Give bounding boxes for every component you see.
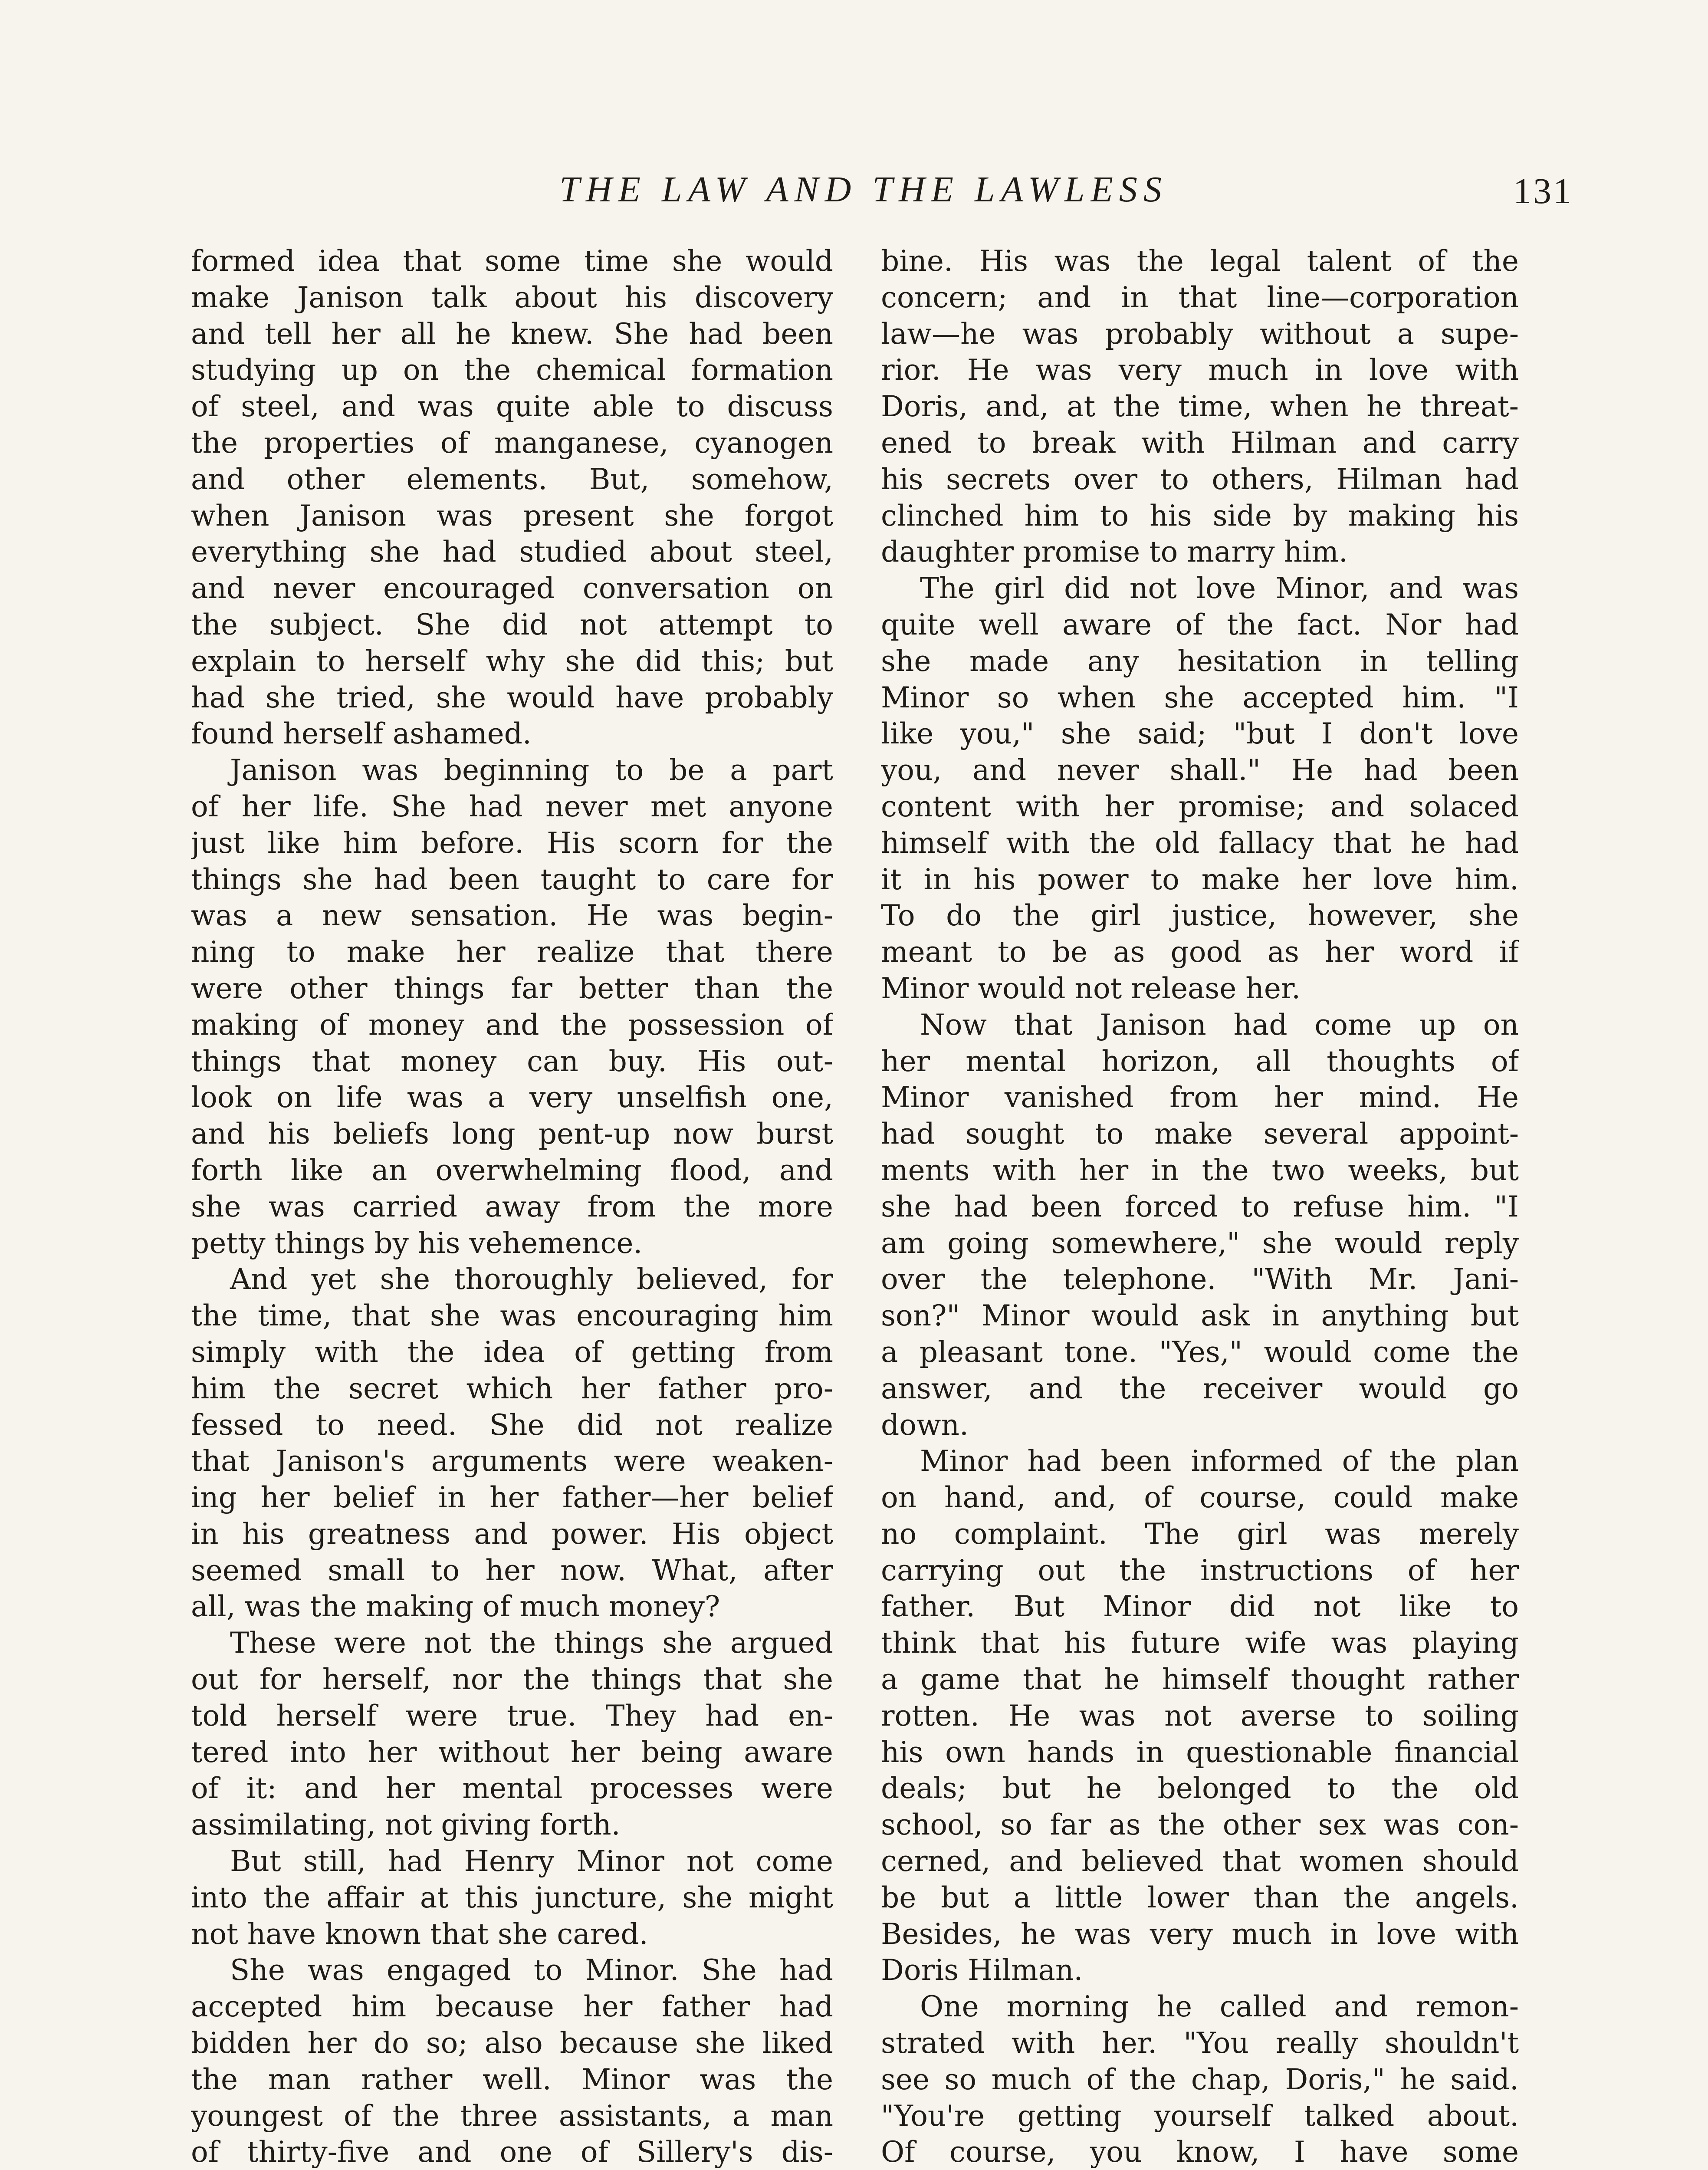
text-line: The girl did not love Minor, and was (920, 572, 1519, 605)
text-line: carrying out the instructions of her (881, 1553, 1519, 1587)
text-line: of steel, and was quite able to discuss (191, 390, 833, 424)
text-line: his own hands in questionable financial (881, 1735, 1519, 1769)
text-line: Janison was beginning to be a part (230, 753, 833, 787)
text-line: on hand, and, of course, could make (881, 1481, 1519, 1515)
text-line: told herself were true. They had en- (191, 1699, 833, 1733)
text-line: had sought to make several appoint- (881, 1117, 1519, 1151)
text-line: youngest of the three assistants, a man (191, 2099, 833, 2133)
text-line: explain to herself why she did this; but (191, 644, 833, 678)
text-line: the properties of manganese, cyanogen (191, 426, 833, 460)
text-line: forth like an overwhelming flood, and (191, 1153, 833, 1187)
text-line: into the affair at this juncture, she might (191, 1881, 833, 1914)
text-line: be but a little lower than the angels. (881, 1881, 1519, 1914)
text-line: and tell her all he knew. She had been (191, 317, 833, 351)
text-column-left (191, 243, 833, 2170)
text-line: all, was the making of much money? (191, 1590, 720, 1624)
text-line: think that his future wife was playing (881, 1626, 1519, 1660)
text-line: ing her belief in her father—her belief (191, 1481, 833, 1515)
text-line: and other elements. But, somehow, (191, 462, 833, 496)
running-title: THE LAW AND THE LAWLESS (559, 169, 1168, 210)
text-line: things that money can buy. His out- (191, 1044, 833, 1078)
text-line: his secrets over to others, Hilman had (881, 462, 1519, 496)
text-line: Minor so when she accepted him. "I (881, 681, 1519, 714)
text-line: Of course, you know, I have some (881, 2135, 1519, 2169)
text-line: bine. His was the legal talent of the (881, 244, 1519, 278)
text-line: it in his power to make her love him. (881, 862, 1519, 896)
text-line: no complaint. The girl was merely (881, 1517, 1519, 1551)
text-line: Doris Hilman. (881, 1953, 1083, 1987)
text-line: seemed small to her now. What, after (191, 1553, 833, 1587)
text-line: himself with the old fallacy that he had (881, 826, 1519, 860)
text-line: of thirty-five and one of Sillery's dis- (191, 2135, 833, 2169)
text-line: and never encouraged conversation on (191, 572, 833, 605)
text-line: am going somewhere," she would reply (881, 1226, 1519, 1260)
text-line: cerned, and believed that women should (881, 1844, 1519, 1878)
text-line: content with her promise; and solaced (881, 789, 1519, 823)
text-line: just like him before. His scorn for the (191, 826, 833, 860)
text-line: was a new sensation. He was begin- (191, 899, 833, 933)
text-line: One morning he called and remon- (920, 1990, 1519, 2024)
text-line: the subject. She did not attempt to (191, 608, 833, 641)
text-column-right (881, 243, 1519, 2170)
page-number: 131 (1513, 171, 1573, 211)
text-line: rior. He was very much in love with (881, 353, 1519, 387)
text-line: deals; but he belonged to the old (881, 1772, 1519, 1805)
text-line: she was carried away from the more (191, 1190, 833, 1223)
text-line: a game that he himself thought rather (881, 1663, 1519, 1697)
text-line: son?" Minor would ask in anything but (881, 1299, 1519, 1333)
text-line: tered into her without her being aware (191, 1735, 833, 1769)
text-line: father. But Minor did not like to (881, 1590, 1519, 1624)
text-line: the man rather well. Minor was the (191, 2062, 833, 2096)
text-line: concern; and in that line—corporation (881, 280, 1519, 314)
text-line: make Janison talk about his discovery (191, 280, 833, 314)
text-line: bidden her do so; also because she liked (191, 2026, 833, 2060)
text-line: assimilating, not giving forth. (191, 1808, 621, 1842)
text-line: Minor vanished from her mind. He (881, 1081, 1519, 1115)
text-line: petty things by his vehemence. (191, 1226, 643, 1260)
text-line: had she tried, she would have probably (191, 681, 833, 714)
text-line: the time, that she was encouraging him (191, 1299, 833, 1333)
text-line: found herself ashamed. (191, 717, 532, 751)
text-line: ments with her in the two weeks, but (881, 1153, 1519, 1187)
text-line: accepted him because her father had (191, 1990, 833, 2024)
text-line: everything she had studied about steel, (191, 535, 833, 569)
text-line: daughter promise to marry him. (881, 535, 1348, 569)
text-line: clinched him to his side by making his (881, 499, 1519, 533)
text-line: law—he was probably without a supe- (881, 317, 1519, 351)
text-line: quite well aware of the fact. Nor had (881, 608, 1519, 641)
text-line: not have known that she cared. (191, 1917, 648, 1951)
text-line: studying up on the chemical formation (191, 353, 833, 387)
text-line: answer, and the receiver would go (881, 1371, 1519, 1405)
text-line: a pleasant tone. "Yes," would come the (881, 1335, 1519, 1369)
text-line: making of money and the possession of (191, 1008, 833, 1042)
text-line: she made any hesitation in telling (881, 644, 1519, 678)
text-line: fessed to need. She did not realize (191, 1408, 833, 1442)
text-line: ened to break with Hilman and carry (881, 426, 1519, 460)
text-line: meant to be as good as her word if (881, 935, 1519, 969)
text-line: Now that Janison had come up on (920, 1008, 1519, 1042)
text-line: out for herself, nor the things that she (191, 1663, 833, 1697)
text-line: Minor had been informed of the plan (920, 1444, 1519, 1478)
text-line: of it: and her mental processes were (191, 1772, 833, 1805)
text-line: her mental horizon, all thoughts of (881, 1044, 1519, 1078)
text-line: To do the girl justice, however, she (881, 899, 1519, 933)
text-line: These were not the things she argued (230, 1626, 833, 1660)
text-line: And yet she thoroughly believed, for (230, 1263, 833, 1296)
text-line: over the telephone. "With Mr. Jani- (881, 1263, 1519, 1296)
text-line: simply with the idea of getting from (191, 1335, 833, 1369)
text-line: strated with her. "You really shouldn't (881, 2026, 1519, 2060)
text-line: down. (881, 1408, 969, 1442)
text-line: you, and never shall." He had been (881, 753, 1519, 787)
text-line: in his greatness and power. His object (191, 1517, 833, 1551)
text-line: Besides, he was very much in love with (881, 1917, 1519, 1951)
text-line: like you," she said; "but I don't love (881, 717, 1519, 751)
text-line: rotten. He was not averse to soiling (881, 1699, 1519, 1733)
text-line: things she had been taught to care for (191, 862, 833, 896)
text-line: him the secret which her father pro- (191, 1371, 833, 1405)
text-line: formed idea that some time she would (191, 244, 833, 278)
text-line: when Janison was present she forgot (191, 499, 833, 533)
text-line: that Janison's arguments were weaken- (191, 1444, 833, 1478)
text-line: look on life was a very unselfish one, (191, 1081, 833, 1115)
text-line: see so much of the chap, Doris," he said. (881, 2062, 1519, 2096)
text-line: she had been forced to refuse him. "I (881, 1190, 1519, 1223)
text-line: were other things far better than the (191, 971, 833, 1005)
text-line: Doris, and, at the time, when he threat- (881, 390, 1519, 424)
text-line: ning to make her realize that there (191, 935, 833, 969)
text-line: But still, had Henry Minor not come (230, 1844, 833, 1878)
text-line: and his beliefs long pent-up now burst (191, 1117, 833, 1151)
text-line: She was engaged to Minor. She had (230, 1953, 833, 1987)
text-line: of her life. She had never met anyone (191, 789, 833, 823)
text-line: "You're getting yourself talked about. (881, 2099, 1519, 2133)
text-line: Minor would not release her. (881, 971, 1301, 1005)
text-line: school, so far as the other sex was con- (881, 1808, 1519, 1842)
